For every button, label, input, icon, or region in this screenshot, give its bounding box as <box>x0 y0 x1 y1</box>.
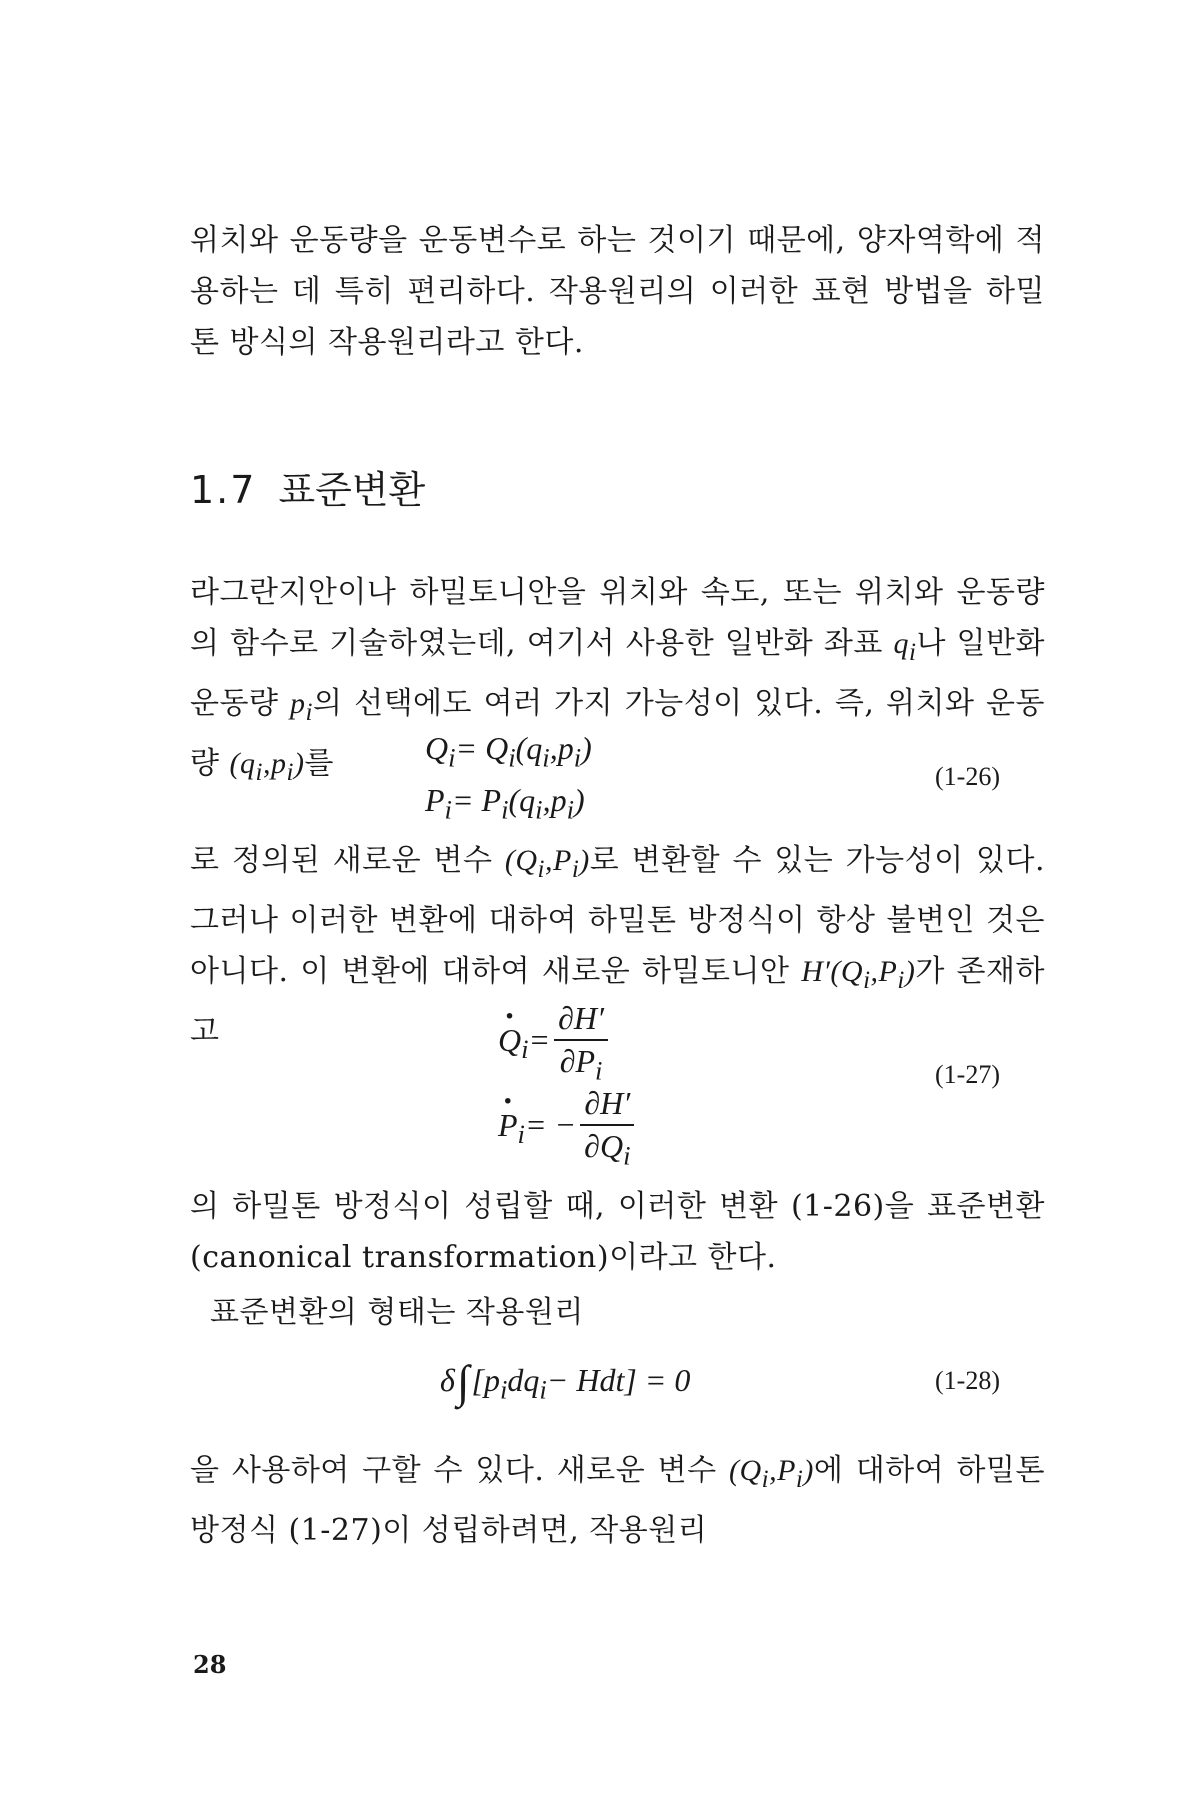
paragraph-1: 라그란지안이나 하밀토니안을 위치와 속도, 또는 위치와 운동량의 함수로 기술하였는데, 여기서 사용한 일반화 좌표 $q_i$나 일반화 운동량 $p_i$의 선택에도 여러 가지 가능성이 있다. 즉, 위치와 운동량 $(q_i,p_i)$를 <box>190 575 1045 786</box>
equation-1-26-line-1: $Q_i= Q_i(q_i,p_i)$ <box>425 730 592 773</box>
paragraph-5: 을 사용하여 구할 수 있다. 새로운 변수 $(Q_i,P_i)$에 대하여 하밀톤 방정식 (1-27)이 성립하려면, 작용원리 <box>190 1453 1045 1548</box>
section-heading <box>190 465 425 515</box>
section-number: 1.7 <box>190 468 257 512</box>
paragraph-4: 표준변환의 형태는 작용원리 <box>210 1295 584 1330</box>
equation-1-27-label: (1-27) <box>935 1060 1000 1089</box>
equation-1-27 <box>498 1000 998 1170</box>
paragraph-2: 로 정의된 새로운 변수 $(Q_i,P_i)$로 변환할 수 있는 가능성이 있다. 그러나 이러한 변환에 대하여 하밀톤 방정식이 항상 불변인 것은 아니다. 이 변환에 대하여 새로운 하밀토니안 $H'(Q_i,P_i)$가 존재하고 <box>190 843 1045 1049</box>
equation-1-28-label: (1-28) <box>935 1366 1000 1395</box>
paragraph-3: 의 하밀톤 방정식이 성립할 때, 이러한 변환 (1-26)을 표준변환(canonical transformation)이라고 한다. <box>190 1189 1045 1275</box>
intro-paragraph: 위치와 운동량을 운동변수로 하는 것이기 때문에, 양자역학에 적용하는 데 특히 편리하다. 작용원리의 이러한 표현 방법을 하밀톤 방식의 작용원리라고 한다. <box>190 223 1045 360</box>
equation-1-28-line: $\delta\int[p_idq_i- Hdt] = 0$ <box>440 1356 691 1407</box>
equation-1-28 <box>440 1355 940 1415</box>
equation-1-26-label: (1-26) <box>935 762 1000 791</box>
equation-1-26-line-2: $P_i= P_i(q_i,p_i)$ <box>425 782 585 825</box>
section-title: 표준변환 <box>278 468 426 512</box>
equation-1-27-line-1: · $Q_i=$ $\frac{\partial H'}{\partial P_i}$ <box>498 1000 608 1086</box>
page-number: 28 <box>193 1650 227 1679</box>
equation-1-27-line-2: · $P_i=$ − $\frac{\partial H'}{\partial Q_i}$ <box>498 1085 634 1171</box>
equation-1-26 <box>425 730 1200 840</box>
